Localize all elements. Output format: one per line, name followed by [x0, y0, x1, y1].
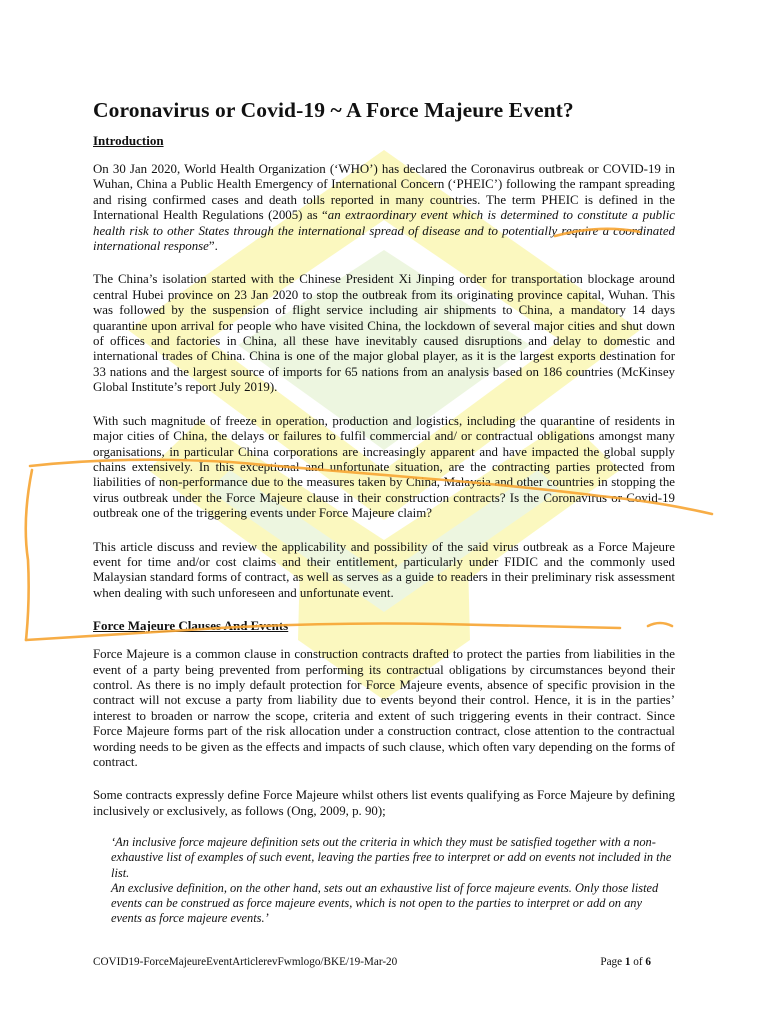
section-heading-force-majeure: Force Majeure Clauses And Events: [93, 618, 289, 634]
quote-exclusive-definition: An exclusive definition, on the other hand, sets out an exhaustive list of force majeure events. Only those listed events can be construed as force majeure events, which is not open to the parties to interpret or add on any events as force majeure events.’: [111, 880, 659, 926]
paragraph-intro-3: With such magnitude of freeze in operation, production and logistics, including the quarantine of residents in major cities of China, the delays or failures to fulfil commercial and/ or contractual obligations amongst many organisations, in particular China corporations are increasingly apparent and have impacted the global supply chains extensively. In this exceptional and unfortunate situation, are the contracting parties protected from liabilities of non-performance due to the measures taken by China, Malaysia and other countries in stopping the virus outbreak under the Force Majeure clause in their construction contracts? Is the Coronavirus or Covid-19 outbreak one of the triggering events under Force Majeure claim?: [93, 413, 675, 521]
page-footer: [93, 956, 651, 968]
quote-inclusive-definition: ‘An inclusive force majeure definition sets out the criteria in which they must be satisfied together with a non-exhaustive list of examples of such event, leaving the parties free to interpret or add on events not included in the list.: [111, 835, 672, 880]
paragraph-intro-2: The China’s isolation started with the Chinese President Xi Jinping order for transportation blockage around central Hubei province on 23 Jan 2020 to stop the outbreak from its originating province capital, Wuhan. This was followed by the suspension of flight service including air shipments to China, a mandatory 14 days quarantine upon arrival for people who have visited China, the lockdown of several major cities and shut down of offices and factories in China, all these have inevitably caused disruptions and delay to domestic and international trades of China. China is one of the major global player, as it is the largest exports destination for 33 nations and the largest source of imports for 65 nations from an analysis based on 186 countries (McKinsey Global Institute’s report July 2019).: [93, 272, 675, 395]
footer-page-number: Page 1 of 6: [600, 956, 651, 968]
block-quote: [93, 835, 675, 926]
paragraph-fm-1: Force Majeure is a common clause in construction contracts drafted to protect the parties from liabilities in the event of a party being prevented from performing its contractual obligations by circumstances beyond their control. As there is no imply default protection for Force Majeure events, absence of specific provision in the contract will not excuse a party from liability due to events beyond their control. Hence, it is in the parties’ interest to broaden or narrow the scope, criteria and extent of such triggering events in their contract. Since Force Majeure forms part of the risk allocation under a construction contract, close attention to the contractual wording needs to be given as the effects and impacts of such clause, which often vary depending on the forms of contract.: [93, 647, 675, 769]
page-title: Coronavirus or Covid-19 ~ A Force Majeure Event?: [93, 98, 574, 122]
document-body: [93, 96, 675, 926]
paragraph-intro-4: This article discuss and review the applicability and possibility of the said virus outbreak as a Force Majeure event for time and/or cost claims and their entitlement, particularly under FIDIC and the commonly used Malaysian standard forms of contract, as well as serves as a guide to readers in their preliminary risk assessment when dealing with such unforeseen and unfortunate event.: [93, 539, 675, 600]
paragraph-fm-2: Some contracts expressly define Force Majeure whilst others list events qualifying as Force Majeure by defining inclusively or exclusively, as follows (Ong, 2009, p. 90);: [93, 788, 675, 818]
paragraph-intro-1-tail: ”.: [208, 239, 218, 254]
section-heading-introduction: Introduction: [93, 133, 164, 148]
pheic-definition-quote: an extraordinary event which is determined to constitute a public health risk to other States through the international spread of disease and to potentially require a coordinated international response: [93, 208, 675, 254]
paragraph-intro-1: [93, 162, 675, 254]
paragraph-intro-1-lead: On 30 Jan 2020, World Health Organization (‘WHO’) has declared the Coronavirus outbreak or COVID-19 in Wuhan, China a Public Health Emergency of International Concern (‘PHEIC’) following the rampant spreading and rising confirmed cases and death tolls reported in many countries. The term PHEIC is defined in the International Health Regulations (2005) as “: [93, 162, 675, 223]
footer-document-ref: COVID19-ForceMajeureEventArticlerevFwmlogo/BKE/19-Mar-20: [93, 956, 398, 968]
